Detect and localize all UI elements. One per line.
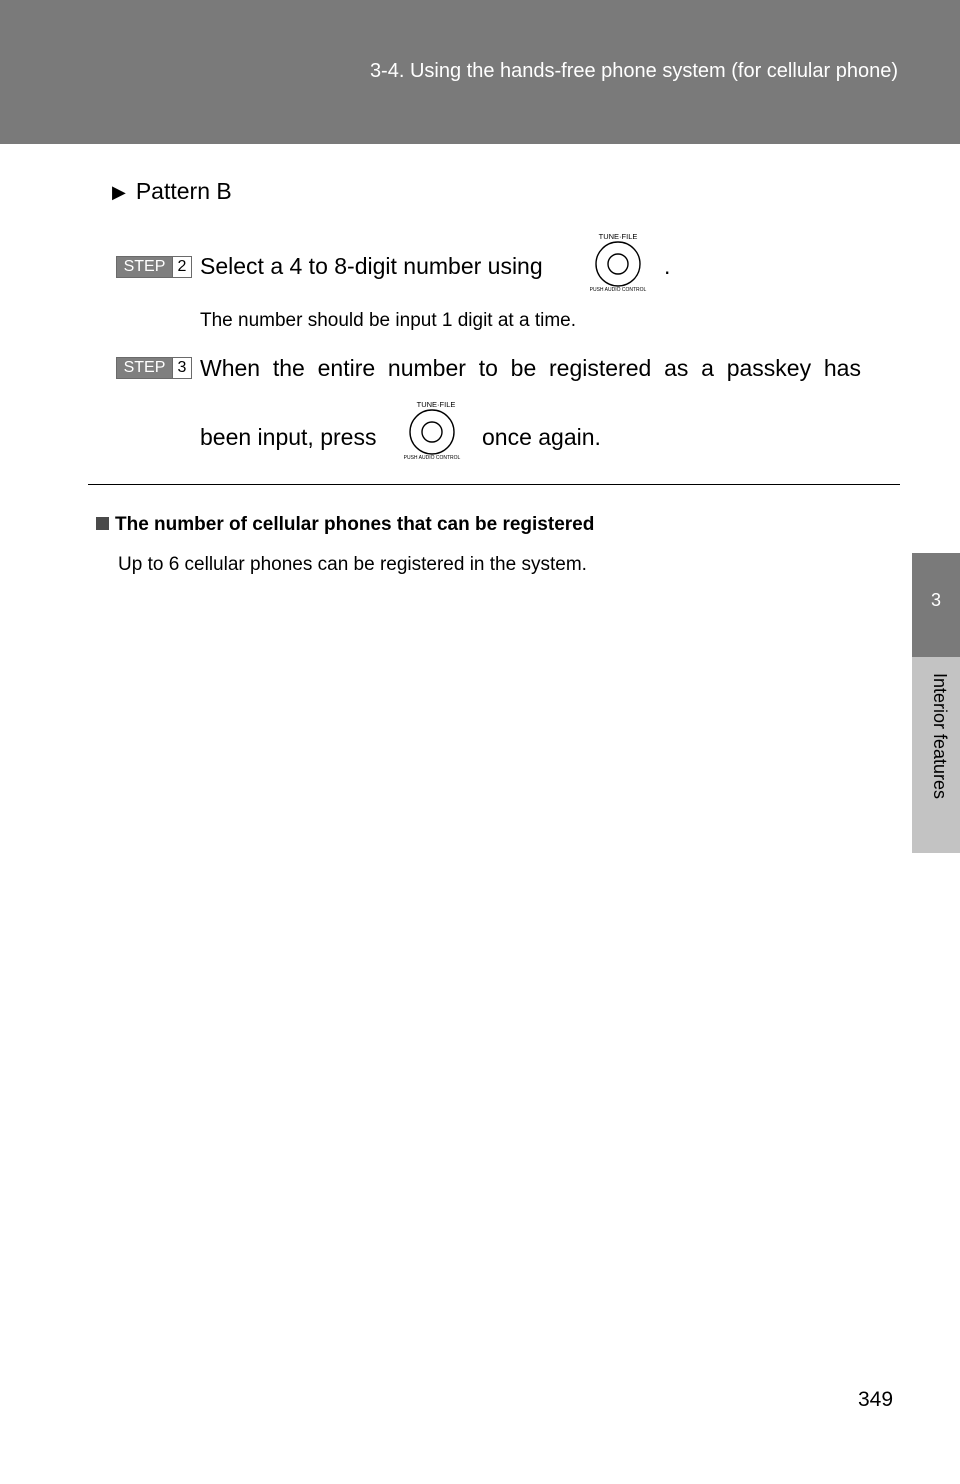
pattern-heading — [112, 178, 232, 205]
tune-file-knob-icon — [576, 228, 660, 312]
step-word: STEP — [123, 359, 166, 376]
chapter-label: Interior features — [930, 673, 950, 800]
chapter-tab — [912, 553, 960, 657]
chapter-number: 3 — [930, 590, 941, 610]
step-3-line-2-end: once again. — [482, 424, 601, 450]
step-2-instruction: Select a 4 to 8-digit number using — [200, 253, 543, 279]
section-divider — [88, 484, 900, 485]
step-2-period: . — [664, 253, 671, 279]
step-3-line-2-start: been input, press — [200, 424, 377, 450]
page-number: 349 — [858, 1388, 894, 1411]
step-number: 2 — [172, 257, 191, 277]
chapter-label-band — [912, 657, 960, 853]
knob-top-label: TUNE·FILE — [416, 400, 456, 409]
tune-file-knob-icon — [400, 396, 484, 480]
knob-bottom-label: PUSH AUDIO CONTROL — [403, 455, 461, 461]
info-section-heading — [96, 514, 594, 536]
knob-top-label: TUNE·FILE — [598, 232, 638, 241]
section-header-title: 3-4. Using the hands-free phone system (for cellular phone) — [369, 60, 898, 82]
step-2-note: The number should be input 1 digit at a time. — [200, 310, 577, 331]
info-section-title: The number of cellular phones that can be registered — [115, 514, 595, 535]
pattern-label: Pattern B — [135, 178, 232, 204]
step-2-badge — [116, 256, 192, 278]
triangle-right-icon: ▶ — [112, 182, 126, 202]
step-number: 3 — [172, 358, 191, 378]
step-word: STEP — [123, 258, 166, 275]
header-band — [0, 0, 960, 144]
square-bullet-icon — [96, 517, 109, 530]
knob-bottom-label: PUSH AUDIO CONTROL — [589, 287, 647, 293]
step-3-line-1: When the entire number to be registered as a passkey has — [200, 355, 861, 381]
step-3-badge — [116, 357, 192, 379]
step-2-text — [200, 253, 543, 280]
info-section-body: Up to 6 cellular phones can be registered in the system. — [118, 554, 587, 575]
